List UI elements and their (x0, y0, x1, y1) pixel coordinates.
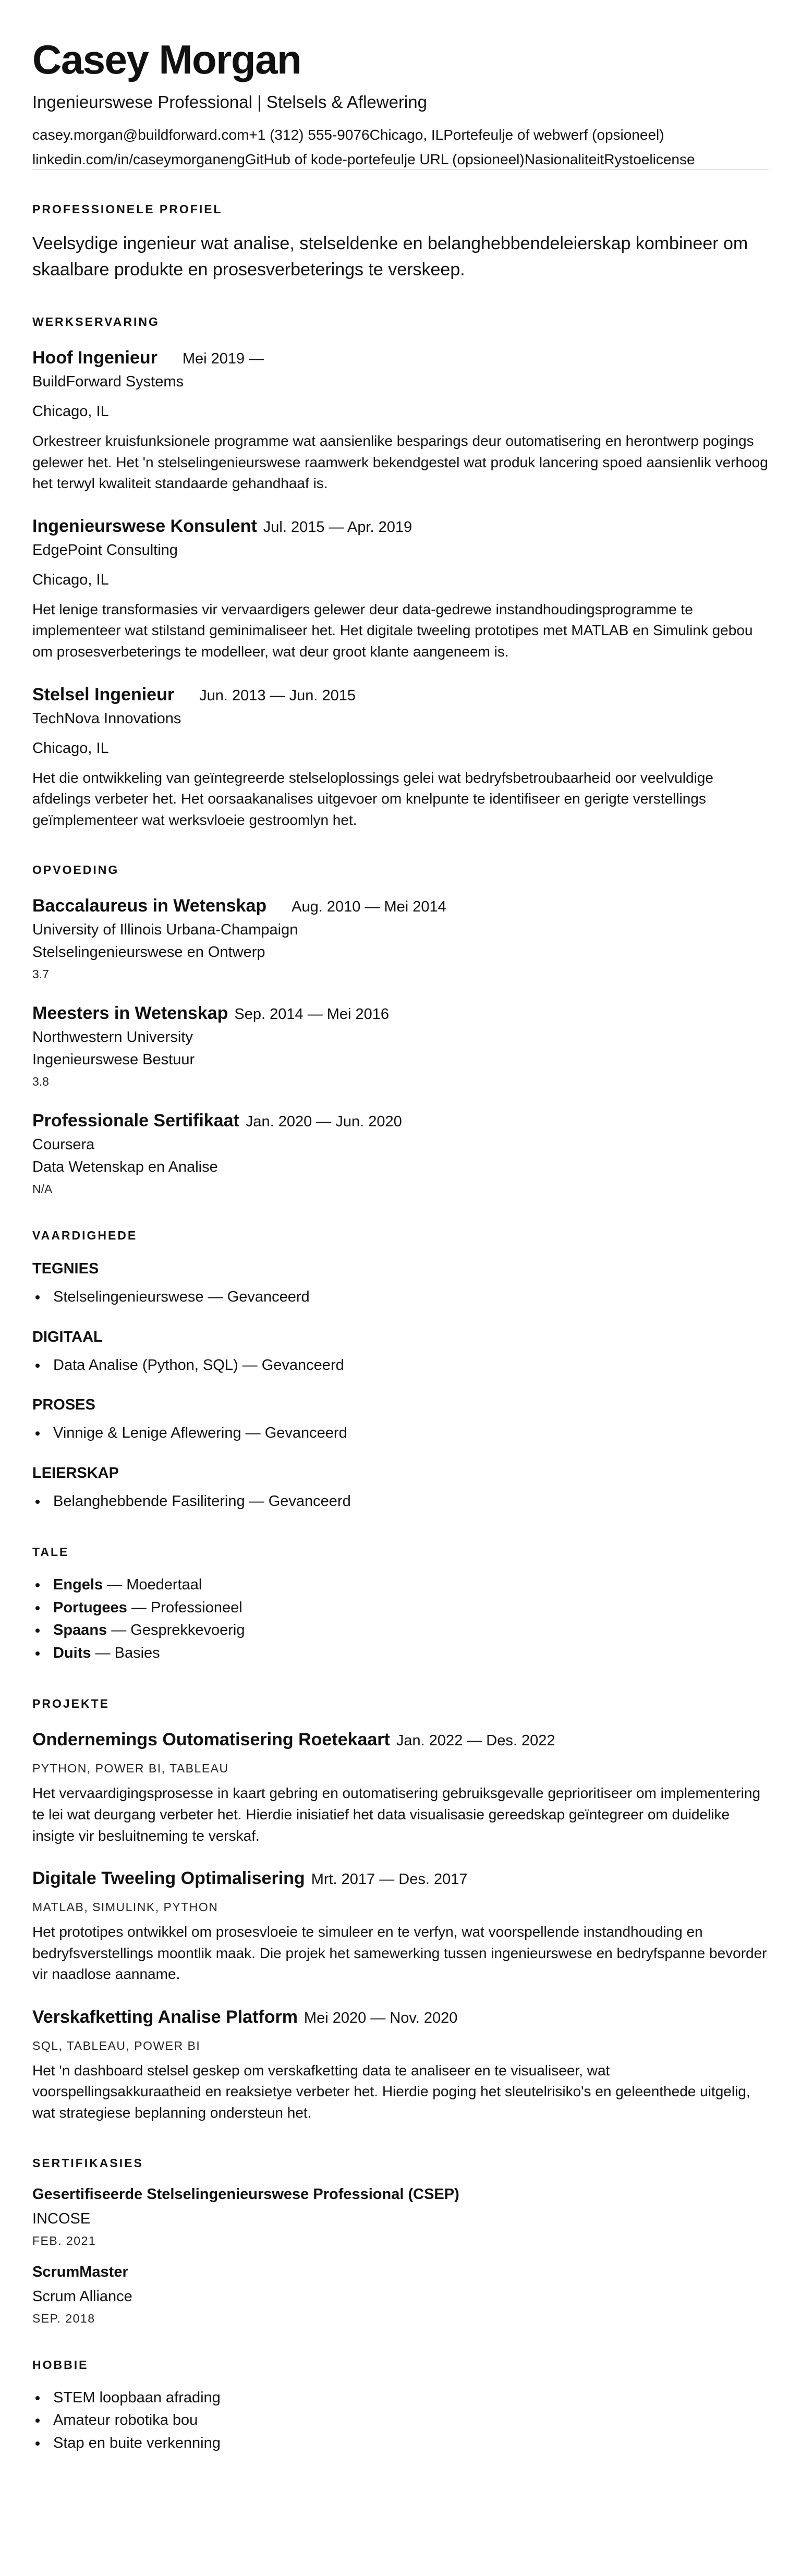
project-entry (32, 1868, 769, 1985)
study-field: Ingenieurswese Bestuur (32, 1051, 195, 1068)
job-location: Chicago, IL (32, 739, 109, 757)
hobby-item: STEM loopbaan afrading (32, 2387, 769, 2410)
contact-phone[interactable]: +1 (312) 555-9076 (249, 127, 370, 143)
project-name: Digitale Tweeling Optimalisering (32, 1868, 305, 1889)
hobby-item: Stap en buite verkenning (32, 2432, 769, 2455)
language-level: — Moedertaal (103, 1576, 202, 1594)
resume-header (32, 38, 769, 170)
contact-github[interactable]: GitHub of kode-portefeulje URL (opsioneel) (245, 151, 525, 168)
section-title-projects: PROJEKTE (32, 1697, 110, 1711)
project-dates: Jan. 2022 — Des. 2022 (396, 1732, 555, 1749)
skill-category: LEIERSKAP (32, 1464, 119, 1481)
project-dates: Mrt. 2017 — Des. 2017 (311, 1871, 468, 1888)
education-entry (32, 1003, 769, 1089)
job-title: Ingenieurswese Konsulent (32, 516, 257, 536)
project-name: Verskafketting Analise Platform (32, 2007, 298, 2027)
section-title-education: OPVOEDING (32, 863, 119, 877)
language-level: — Basies (91, 1644, 160, 1661)
project-description: Het vervaardigingsprosesse in kaart gebring en outomatisering gebruiksgevalle geprioritiseer om implementering te lei wat deurgang verbeter het. Hierdie inisiatief het data visualisasie gereedskap geïntegreer om duidelike insigte vir besluitneming te verskaf. (32, 1785, 761, 1844)
education-entry (32, 1111, 769, 1196)
skill-category: TEGNIES (32, 1260, 99, 1278)
job-description: Het die ontwikkeling van geïntegreerde stelseloplossings gelei wat bedryfsbetroubaarheid oor veelvuldige afdelings verbeter het. Het oorsaakanalises uitgevoer om knelpunte te identifiseer en gerigte verstellings geïmplementeer wat werksvloeie gestroomlyn het. (32, 769, 713, 828)
certification-date: FEB. 2021 (32, 2233, 96, 2247)
grade: N/A (32, 1182, 53, 1196)
language-item (32, 1619, 769, 1642)
school-name: University of Illinois Urbana-Champaign (32, 921, 298, 939)
project-entry (32, 2007, 769, 2124)
contact-nationality: Nasionaliteit (524, 151, 604, 168)
section-title-hobbies: HOBBIE (32, 2358, 89, 2372)
section-title-certifications: SERTIFIKASIES (32, 2156, 143, 2170)
certification-date: SEP. 2018 (32, 2311, 95, 2325)
profile-section (32, 202, 769, 283)
experience-section (32, 315, 769, 831)
hobbies-section (32, 2358, 769, 2455)
contact-portfolio[interactable]: Portefeulje of webwerf (opsioneel) (443, 127, 664, 143)
hobby-list (32, 2387, 769, 2455)
certification-issuer: Scrum Alliance (32, 2288, 132, 2305)
project-tools: PYTHON, POWER BI, TABLEAU (32, 1761, 229, 1776)
skill-list (32, 1354, 769, 1377)
project-description: Het 'n dashboard stelsel geskep om verskafketting data te analiseer en te visualiseer, wat voorspellingsakkuraatheid en reaksietye verbeter het. Hierdie poging het sleutelrisiko's en geleenthede uitgelig, wat strategiese beplanning ondersteun het. (32, 2062, 750, 2121)
job-dates: Jun. 2013 — Jun. 2015 (199, 687, 356, 704)
skill-category: DIGITAAL (32, 1328, 103, 1345)
languages-section (32, 1545, 769, 1664)
job-location: Chicago, IL (32, 571, 109, 588)
skill-item: Data Analise (Python, SQL) — Gevanceerd (32, 1354, 769, 1377)
section-title-languages: TALE (32, 1545, 69, 1559)
degree-dates: Jan. 2020 — Jun. 2020 (245, 1113, 402, 1131)
projects-section (32, 1697, 769, 2123)
job-title: Stelsel Ingenieur (32, 684, 175, 704)
language-list (32, 1574, 769, 1664)
language-name: Duits (53, 1644, 91, 1661)
language-level: — Gesprekkevoerig (107, 1622, 245, 1639)
study-field: Stelselingenieurswese en Ontwerp (32, 944, 265, 961)
job-description: Het lenige transformasies vir vervaardigers gelewer deur data-gedrewe instandhoudingsprogramme te implementeer wat stilstand geminimaliseer het. Het digitale tweeling prototipes met MATLAB en Simulink gebou om prosesverbeterings te modelleer, wat deur groot klante aangeneem is. (32, 601, 753, 660)
project-tools: SQL, TABLEAU, POWER BI (32, 2038, 201, 2052)
skill-item: Vinnige & Lenige Aflewering — Gevanceerd (32, 1422, 769, 1445)
header-divider (32, 169, 769, 170)
skill-category: PROSES (32, 1396, 95, 1414)
education-section (32, 863, 769, 1196)
section-title-skills: VAARDIGHEDE (32, 1229, 138, 1243)
job-company: EdgePoint Consulting (32, 541, 178, 558)
certification-entry (32, 2264, 769, 2326)
certification-issuer: INCOSE (32, 2210, 91, 2227)
project-dates: Mei 2020 — Nov. 2020 (304, 2009, 458, 2026)
project-tools: MATLAB, SIMULINK, PYTHON (32, 1900, 219, 1914)
language-name: Spaans (53, 1622, 107, 1639)
skill-list (32, 1490, 769, 1513)
job-location: Chicago, IL (32, 403, 109, 420)
candidate-headline: Ingenieurswese Professional | Stelsels & Aflewering (32, 92, 427, 112)
degree-title: Professionale Sertifikaat (32, 1111, 239, 1131)
contact-email[interactable]: casey.morgan@buildforward.com (32, 127, 249, 143)
job-dates: Jul. 2015 — Apr. 2019 (263, 518, 412, 536)
job-dates: Mei 2019 — (182, 350, 264, 367)
language-name: Engels (53, 1576, 103, 1594)
degree-dates: Aug. 2010 — Mei 2014 (292, 898, 446, 916)
language-level: — Professioneel (127, 1599, 242, 1616)
degree-dates: Sep. 2014 — Mei 2016 (234, 1006, 390, 1023)
language-item (32, 1642, 769, 1665)
job-company: TechNova Innovations (32, 710, 181, 727)
project-name: Ondernemings Outomatisering Roetekaart (32, 1730, 390, 1750)
experience-entry (32, 516, 769, 663)
certification-name: ScrumMaster (32, 2263, 128, 2280)
grade: 3.8 (32, 1075, 49, 1089)
skill-list (32, 1286, 769, 1309)
skills-section (32, 1229, 769, 1513)
school-name: Northwestern University (32, 1029, 193, 1046)
experience-entry (32, 348, 769, 494)
job-title: Hoof Ingenieur (32, 347, 157, 368)
certifications-section (32, 2156, 769, 2326)
certification-entry (32, 2186, 769, 2248)
skill-item: Belanghebbende Fasilitering — Gevanceerd (32, 1490, 769, 1513)
contact-linkedin[interactable]: linkedin.com/in/caseymorganeng (32, 151, 245, 168)
school-name: Coursera (32, 1136, 95, 1153)
language-name: Portugees (53, 1599, 127, 1616)
education-entry (32, 896, 769, 981)
skill-item: Stelselingenieurswese — Gevanceerd (32, 1286, 769, 1309)
degree-title: Meesters in Wetenskap (32, 1003, 228, 1024)
job-description: Orkestreer kruisfunksionele programme wat aansienlike besparings deur outomatisering en herontwerp pogings gelewer het. Het 'n stelselingenieurswese raamwerk bekendgestel wat produk lancering spoed aansienlik verhoog het terwyl kwaliteit standaarde gehandhaaf is. (32, 432, 768, 492)
profile-summary: Veelsydige ingenieur wat analise, stelseldenke en belanghebbendeleierskap kombineer om skaalbare produkte en prosesverbeterings te verskeep. (32, 234, 748, 280)
hobby-item: Amateur robotika bou (32, 2409, 769, 2432)
project-entry (32, 1730, 769, 1846)
section-title-profile: PROFESSIONELE PROFIEL (32, 202, 223, 216)
language-item (32, 1597, 769, 1620)
grade: 3.7 (32, 967, 49, 981)
candidate-name: Casey Morgan (32, 37, 301, 82)
section-title-experience: WERKSERVARING (32, 314, 160, 329)
contact-row-primary (32, 126, 769, 144)
project-description: Het prototipes ontwikkel om prosesvloeie te simuleer en te verfyn, wat voorspellende instandhouding en bedryfsverstellings moontlik maak. Die projek het samewerking tussen ingenieurswese en bedryfspanne bevorder vir naadlose aanname. (32, 1924, 767, 1983)
skill-list (32, 1422, 769, 1445)
certification-name: Gesertifiseerde Stelselingenieurswese Professional (CSEP) (32, 2185, 459, 2203)
experience-entry (32, 685, 769, 831)
degree-title: Baccalaureus in Wetenskap (32, 896, 267, 916)
language-item (32, 1574, 769, 1597)
contact-row-secondary (32, 150, 769, 168)
job-company: BuildForward Systems (32, 373, 184, 390)
study-field: Data Wetenskap en Analise (32, 1159, 218, 1176)
contact-location: Chicago, IL (369, 127, 444, 143)
contact-drivers-license: Rystoelicense (604, 151, 695, 168)
